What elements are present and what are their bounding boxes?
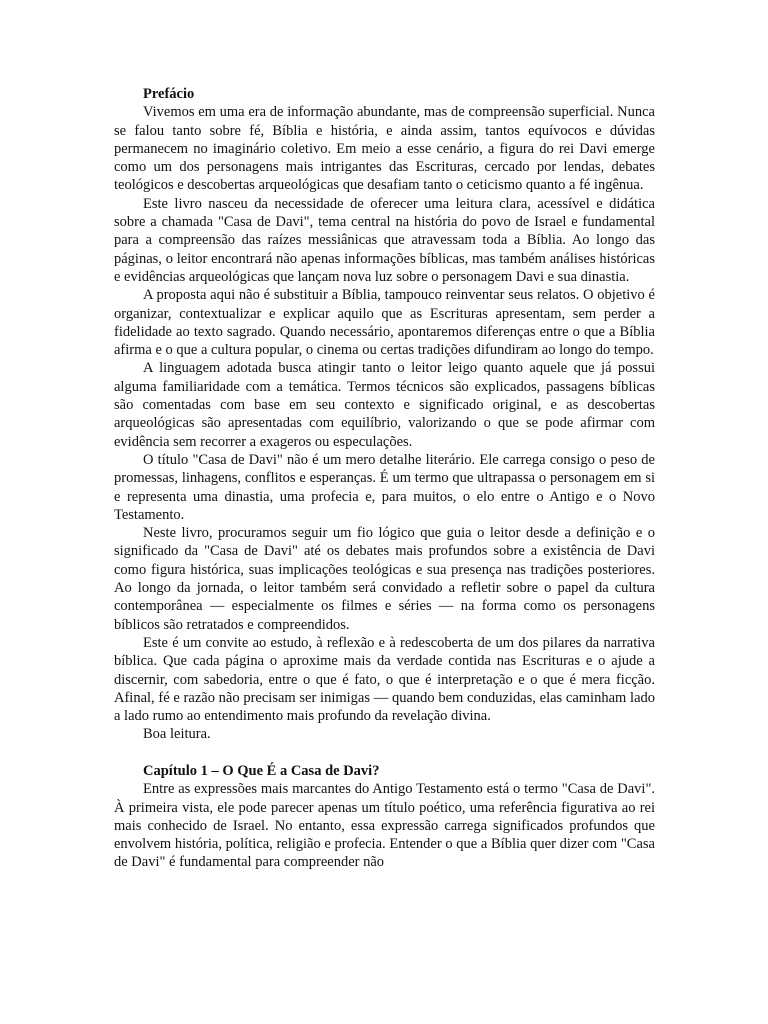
preface-paragraph-6: Neste livro, procuramos seguir um fio lógico que guia o leitor desde a definição e o significado da "Casa de Davi" até os debates mais profundos sobre a existência de Davi como figura histórica, suas implicações teológicas e sua presença nas tradições posteriores. Ao longo da jornada, o leitor também será convidado a refletir sobre o papel da cultura contemporânea — especialmente os filmes e séries — na forma como os personagens bíblicos são retratados e compreendidos.: [114, 525, 655, 633]
preface-paragraph-2: Este livro nasceu da necessidade de oferecer uma leitura clara, acessível e didática sobre a chamada "Casa de Davi", tema central na história do povo de Israel e fundamental para a compreensão das raízes messiânicas que atravessam toda a Bíblia. Ao longo das páginas, o leitor encontrará não apenas informações bíblicas, mas também análises históricas e evidências arqueológicas que lançam nova luz sobre o personagem Davi e sua dinastia.: [114, 195, 655, 285]
section-spacer: [114, 744, 655, 762]
preface-paragraph-1: Vivemos em uma era de informação abundante, mas de compreensão superficial. Nunca se falou tanto sobre fé, Bíblia e história, e ainda assim, tantos equívocos e dúvidas permanecem no imaginário coletivo. Em meio a esse cenário, a figura do rei Davi emerge como um dos personagens mais intrigantes das Escrituras, cercado por lendas, debates teológicos e descobertas arqueológicas que desafiam tanto o ceticismo quanto a fé ingênua.: [114, 104, 655, 194]
preface-paragraph-5: O título "Casa de Davi" não é um mero detalhe literário. Ele carrega consigo o peso de promessas, linhagens, conflitos e esperanças. É um termo que ultrapassa o personagem em si e representa uma dinastia, uma profecia e, para muitos, o elo entre o Antigo e o Novo Testamento.: [114, 451, 655, 523]
preface-title: Prefácio: [143, 86, 195, 102]
chapter-1-title: Capítulo 1 – O Que É a Casa de Davi?: [143, 762, 380, 779]
preface-paragraph-3: A proposta aqui não é substituir a Bíblia, tampouco reinventar seus relatos. O objetivo é organizar, contextualizar e explicar aquilo que as Escrituras apresentam, sem perder a fidelidade ao texto sagrado. Quando necessário, apontaremos diferenças entre o que a Bíblia afirma e o que a cultura popular, o cinema ou certas tradições difundiram ao longo do tempo.: [114, 287, 655, 359]
preface-closing: Boa leitura.: [143, 726, 211, 743]
document-page: [114, 85, 655, 872]
preface-paragraph-4: A linguagem adotada busca atingir tanto o leitor leigo quanto aquele que já possui alguma familiaridade com a temática. Termos técnicos são explicados, passagens bíblicas são comentadas com base em seu contexto e significado original, e as descobertas arqueológicas são apresentadas com equilíbrio, valorizando o que se pode afirmar com evidência sem recorrer a exageros ou especulações.: [114, 360, 655, 450]
chapter-1-paragraph-1: Entre as expressões mais marcantes do Antigo Testamento está o termo "Casa de Davi". À primeira vista, ele pode parecer apenas um título poético, uma referência figurativa ao rei mais conhecido de Israel. No entanto, essa expressão carrega significados profundos que envolvem história, política, religião e profecia. Entender o que a Bíblia quer dizer com "Casa de Davi" é fundamental para compreender não: [114, 781, 655, 871]
preface-paragraph-7: Este é um convite ao estudo, à reflexão e à redescoberta de um dos pilares da narrativa bíblica. Que cada página o aproxime mais da verdade contida nas Escrituras e o ajude a discernir, com sabedoria, entre o que é fato, o que é interpretação e o que é mera ficção. Afinal, fé e razão não precisam ser inimigas — quando bem conduzidas, elas caminham lado a lado rumo ao entendimento mais profundo da revelação divina.: [114, 634, 655, 725]
